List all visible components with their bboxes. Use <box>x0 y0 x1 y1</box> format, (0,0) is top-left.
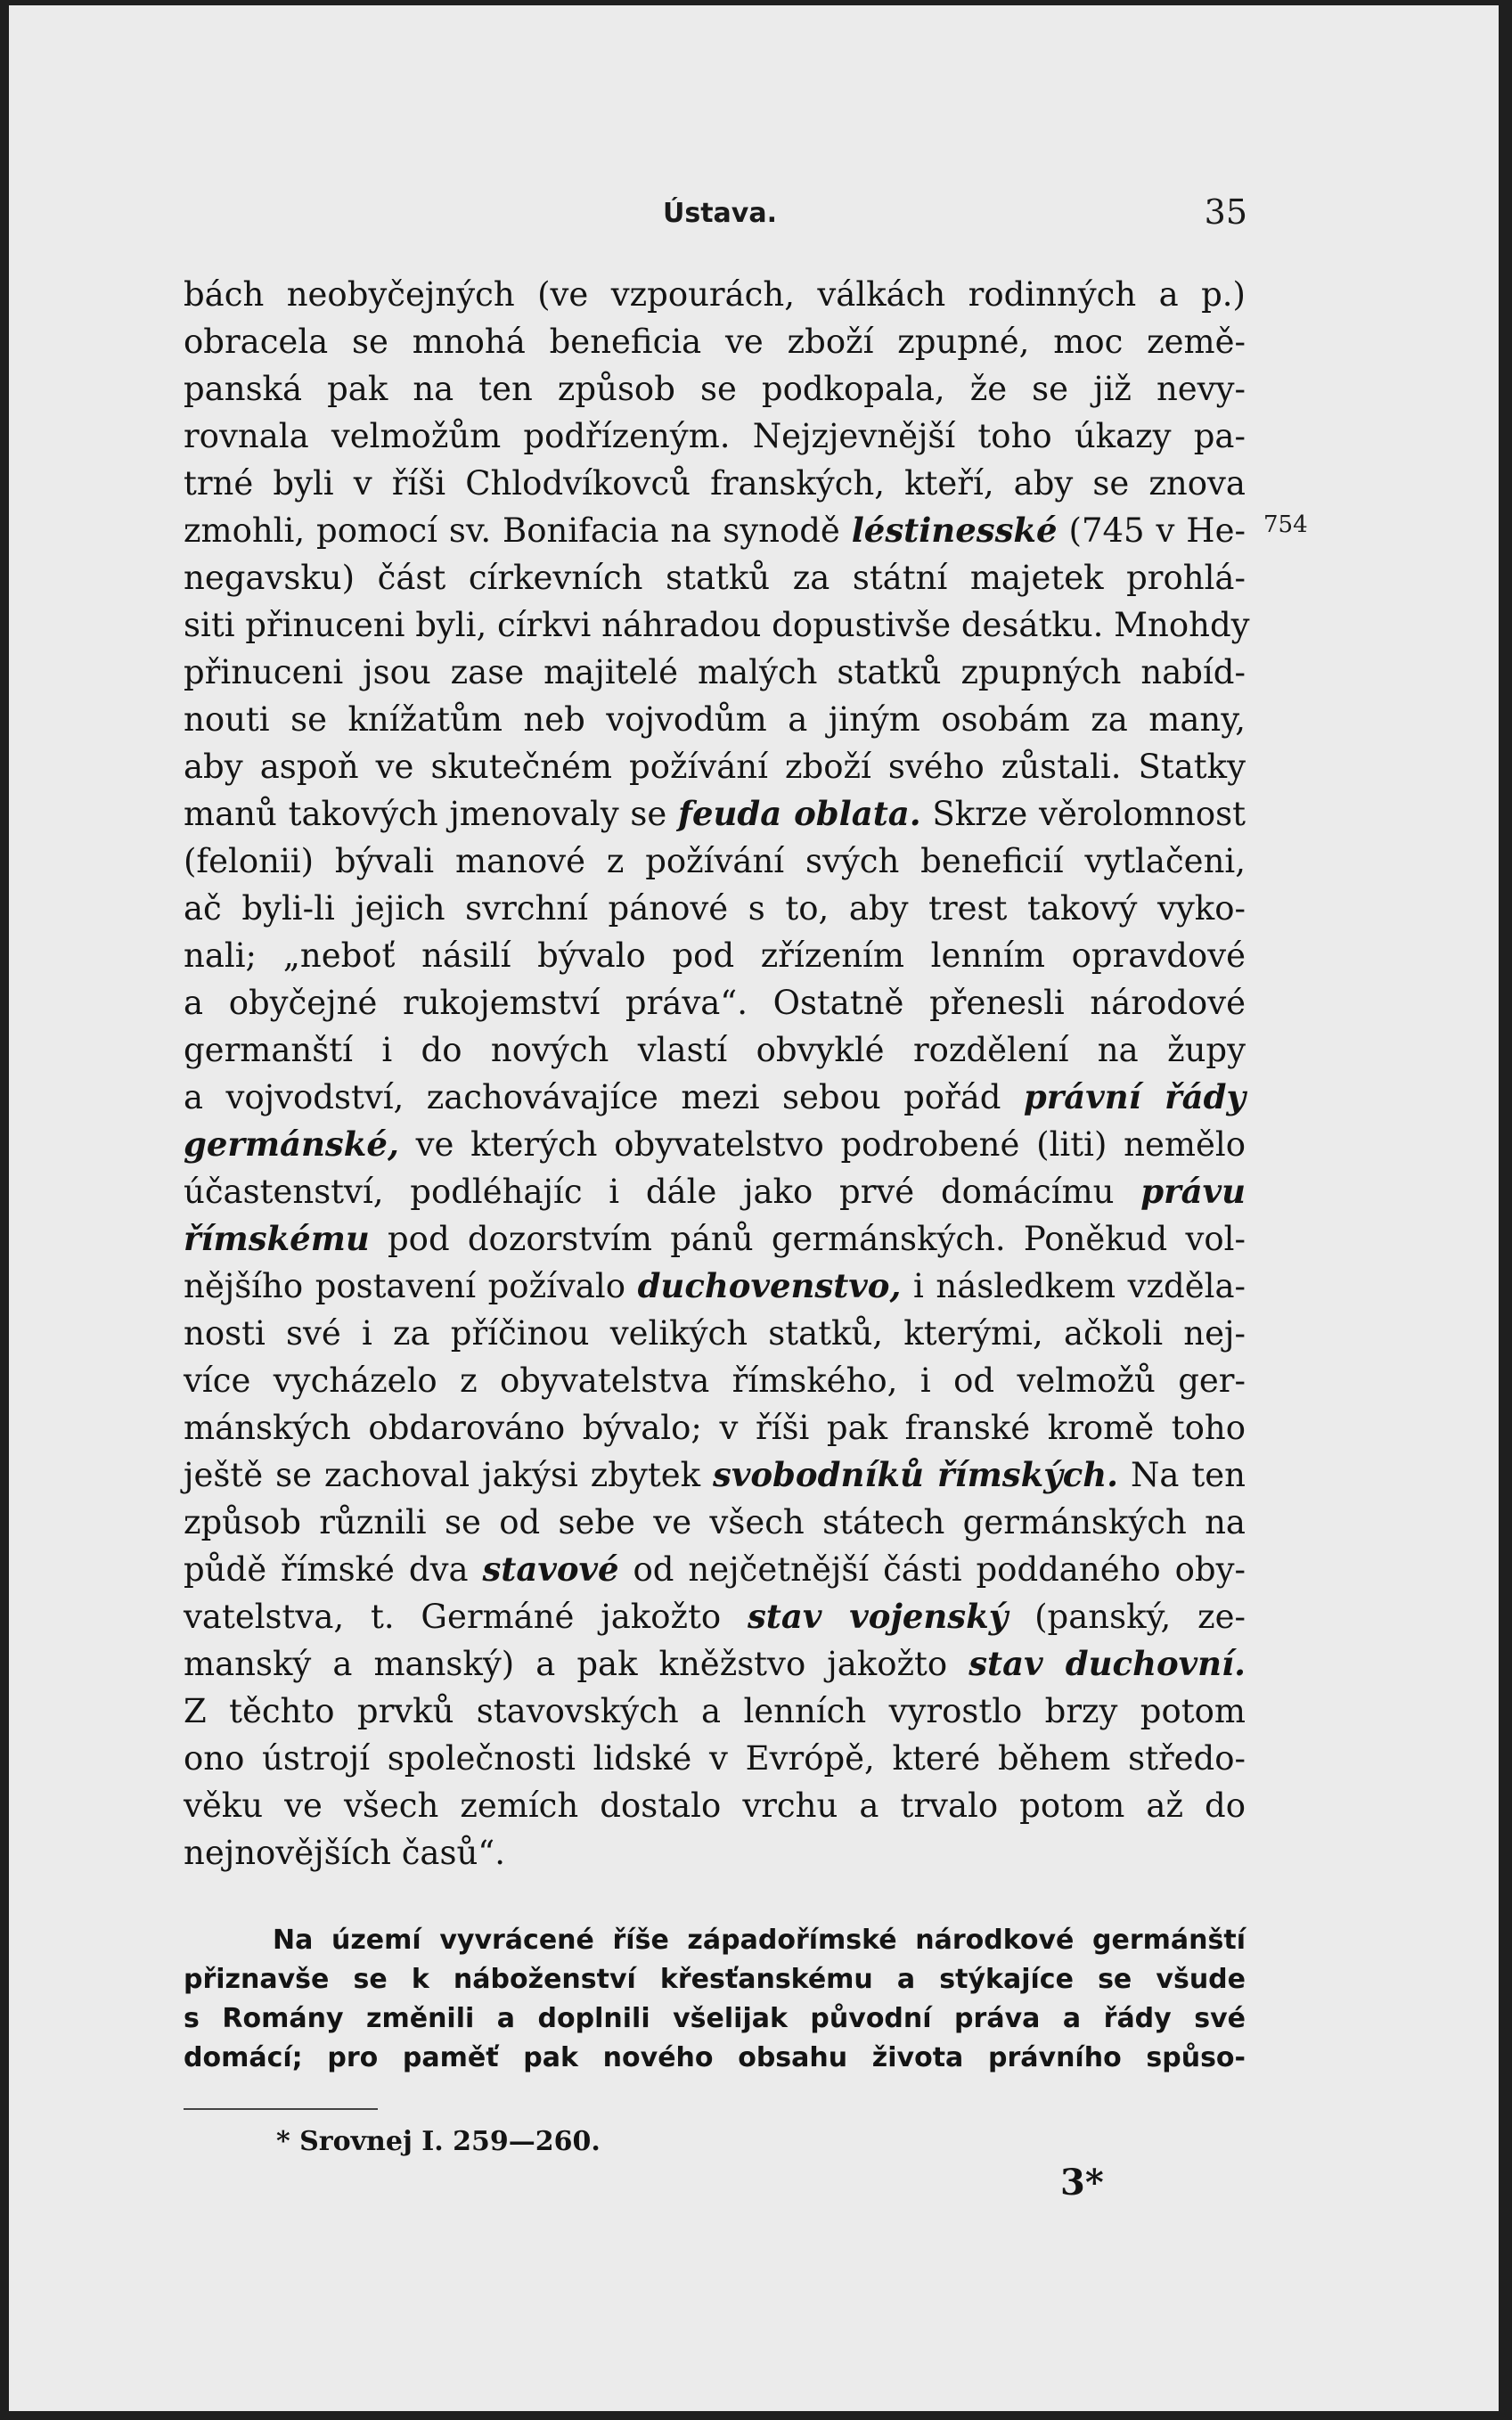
text-segment: od nejčetnější části poddaného oby- <box>618 1550 1246 1589</box>
text-segment: i následkem vzděla- <box>901 1267 1246 1305</box>
text-line: nali; „neboť násilí bývalo pod zřízením lenním opravdové <box>184 936 1246 975</box>
small-text-line: s Romány změnili a doplnili všelijak původní práva a řády své <box>184 2003 1246 2034</box>
text-line <box>184 507 1246 554</box>
text-line: ono ústrojí společnosti lidské v Evrópě, které během středo- <box>184 1739 1246 1778</box>
text-segment: účastenství, podléhajíc i dále jako prvé domácímu <box>184 1173 1141 1211</box>
text-line: věku ve všech zemích dostalo vrchu a trvalo potom až do <box>184 1786 1246 1825</box>
text-line <box>184 1546 1246 1593</box>
text-line: trné byli v říši Chlodvíkovců franských, kteří, aby se znova <box>184 464 1246 503</box>
italic-term: svobodníků římských. <box>713 1455 1119 1494</box>
main-paragraph <box>184 271 1250 1876</box>
text-line: a obyčejné rukojemství práva“. Ostatně přenesli národové <box>184 984 1246 1022</box>
page-number: 35 <box>1204 192 1247 232</box>
text-segment: manů takových jmenovaly se <box>184 795 679 833</box>
margin-note: 754 <box>1263 511 1308 538</box>
text-line: (felonii) bývali manové z požívání svých beneficií vytlačeni, <box>184 842 1246 880</box>
italic-term: stav duchovní. <box>968 1644 1246 1683</box>
text-line: mánských obdarováno bývalo; v říši pak franské kromě toho <box>184 1409 1246 1447</box>
text-line: ač byli-li jejich svrchní pánové s to, aby trest takový vyko- <box>184 889 1246 928</box>
signature-mark: 3* <box>1060 2162 1104 2203</box>
text-line: obracela se mnohá beneficia ve zboží zpupné, moc země- <box>184 323 1246 361</box>
running-title: Ústava. <box>663 198 777 229</box>
italic-term: stavové <box>482 1549 619 1589</box>
text-line: Z těchto prvků stavovských a lenních vyrostlo brzy potom <box>184 1692 1246 1730</box>
text-segment: Skrze věrolomnost <box>920 795 1246 833</box>
text-line: siti přinuceni byli, církvi náhradou dopustivše desátku. Mnohdy <box>184 606 1250 644</box>
text-line <box>184 1121 1246 1168</box>
text-line <box>184 1215 1246 1263</box>
text-segment: a vojvodství, zachovávajíce mezi sebou pořád <box>184 1078 1024 1116</box>
text-line: více vycházelo z obyvatelstva římského, i od velmožů ger- <box>184 1361 1246 1400</box>
text-line <box>184 790 1246 838</box>
text-line <box>184 1074 1246 1121</box>
footnote: * Srovnej I. 259—260. <box>276 2126 601 2157</box>
text-line: přinuceni jsou zase majitelé malých statků zpupných nabíd- <box>184 653 1246 691</box>
book-page <box>9 5 1499 2411</box>
text-line: bách neobyčejných (ve vzpourách, válkách rodinných a p.) <box>184 275 1246 314</box>
page-header <box>192 192 1247 242</box>
italic-term: germánské, <box>184 1124 399 1164</box>
text-segment: vatelstva, t. Germáné jakožto <box>184 1598 748 1636</box>
text-line <box>184 1640 1246 1688</box>
text-line <box>184 1451 1246 1499</box>
text-line: negavsku) část církevních statků za státní majetek prohlá- <box>184 559 1246 597</box>
small-text-line: domácí; pro paměť pak nového obsahu života právního spůso- <box>184 2042 1246 2073</box>
text-segment: nějšího postavení požívalo <box>184 1267 638 1305</box>
italic-term: stav vojenský <box>747 1597 1009 1636</box>
text-line: germanští i do nových vlastí obvyklé rozdělení na župy <box>184 1031 1246 1069</box>
text-segment: půdě římské dva <box>184 1550 483 1589</box>
small-text-line: Na území vyvrácené říše západořímské národkové germánští <box>273 1925 1246 1956</box>
text-segment: (745 v He- <box>1057 511 1246 550</box>
text-line <box>184 1593 1246 1640</box>
small-print-paragraph <box>184 1921 1246 2078</box>
italic-term: feuda oblata. <box>678 794 921 833</box>
text-segment: ve kterých obyvatelstvo podrobené (liti) nemělo <box>398 1125 1246 1164</box>
text-line: nosti své i za příčinou velikých statků, kterými, ačkoli nej- <box>184 1314 1246 1353</box>
text-line: rovnala velmožům podřízeným. Nejzjevnější toho úkazy pa- <box>184 417 1246 455</box>
text-line: panská pak na ten způsob se podkopala, že se již nevy- <box>184 370 1246 408</box>
small-text-line: přiznavše se k náboženství křesťanskému a stýkajíce se všude <box>184 1964 1246 1995</box>
text-segment: ještě se zachoval jakýsi zbytek <box>184 1456 714 1494</box>
text-segment: (panský, ze- <box>1008 1598 1246 1636</box>
text-line <box>184 1263 1246 1310</box>
footnote-divider <box>184 2108 378 2110</box>
italic-term: římskému <box>184 1219 370 1258</box>
text-line: nouti se knížatům neb vojvodům a jiným osobám za many, <box>184 700 1246 739</box>
text-segment: manský a manský) a pak kněžstvo jakožto <box>184 1645 969 1683</box>
italic-term: právu <box>1140 1172 1246 1211</box>
text-segment: pod dozorstvím pánů germánských. Poněkud vol- <box>369 1220 1246 1258</box>
italic-term: léstinesské <box>851 511 1058 550</box>
italic-term: právní řády <box>1023 1077 1246 1116</box>
text-segment: zmohli, pomocí sv. Bonifacia na synodě <box>184 511 852 550</box>
text-line: aby aspoň ve skutečném požívání zboží svého zůstali. Statky <box>184 748 1246 786</box>
italic-term: duchovenstvo, <box>637 1266 902 1305</box>
text-line: způsob různili se od sebe ve všech státech germánských na <box>184 1503 1246 1541</box>
text-line <box>184 1168 1246 1215</box>
text-segment: Na ten <box>1118 1456 1246 1494</box>
text-line: nejnovějších časů“. <box>184 1834 505 1872</box>
